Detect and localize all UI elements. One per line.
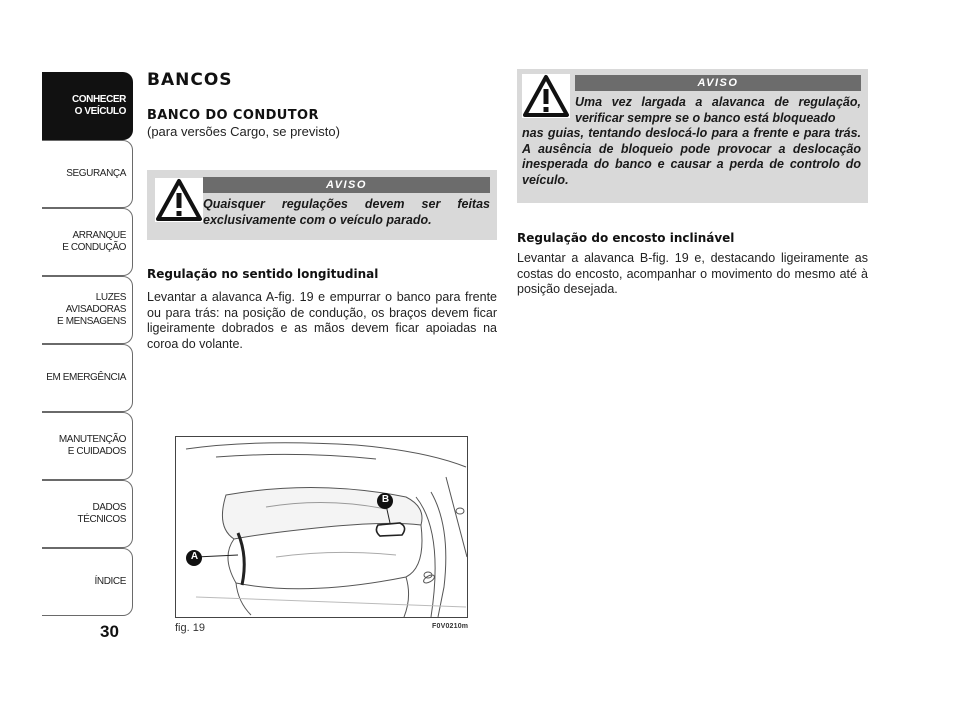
tab-dados-tecnicos[interactable] — [42, 480, 133, 548]
warning-text-lead: Uma vez largada a alavanca de regulação, verificar sempre se o banco está bloqueado — [575, 95, 861, 125]
subsection-heading: Regulação do encosto inclinável — [517, 231, 735, 245]
tab-label: CONHECER — [71, 94, 126, 105]
tab-label: EM EMERGÊNCIA — [46, 372, 126, 383]
tab-conhecer-o-veiculo[interactable] — [42, 72, 133, 140]
warning-label: AVISO — [203, 177, 490, 193]
tab-em-emergencia[interactable] — [42, 344, 133, 412]
callout-a: A — [190, 551, 199, 562]
tab-arranque-e-conducao[interactable] — [42, 208, 133, 276]
warning-triangle-icon — [155, 178, 203, 222]
tab-label: LUZES AVISADORAS — [65, 292, 126, 315]
tab-label: E CUIDADOS — [67, 446, 126, 457]
tab-indice[interactable] — [42, 548, 133, 616]
body-paragraph: Levantar a alavanca A-fig. 19 e empurrar o banco para frente ou para trás: na posição de condução, os braços devem ficar ligeiramente dobrados e as mãos devem ficar apoiadas na coroa do volante. — [147, 290, 497, 351]
seat-illustration — [176, 437, 467, 617]
figure-caption: fig. 19 — [175, 622, 205, 634]
warning-box — [147, 170, 497, 240]
warning-text-rest: nas guias, tentando deslocá-lo para a frente e para trás. A ausência de bloqueio pode provocar a deslocação inesperada do banco e causar a perda de controlo do veículo. — [522, 126, 861, 187]
tab-manutencao-e-cuidados[interactable] — [42, 412, 133, 480]
figure-code: F0V0210m — [432, 623, 469, 630]
warning-triangle-icon — [522, 74, 570, 118]
section-heading: BANCO DO CONDUTOR — [147, 108, 319, 123]
tab-label: MANUTENÇÃO — [58, 434, 126, 445]
seat-figure — [175, 436, 468, 618]
body-paragraph: Levantar a alavanca B-fig. 19 e, destacando ligeiramente as costas do encosto, acompanhar o movimento do mesmo até à posição desejada. — [517, 251, 868, 296]
callout-b: B — [381, 494, 390, 505]
tab-label: ÍNDICE — [94, 576, 126, 587]
page-number: 30 — [100, 622, 119, 641]
tab-label: SEGURANÇA — [66, 168, 126, 179]
warning-text: Quaisquer regulações devem ser feitas exclusivamente com o veículo parado. — [203, 197, 490, 227]
tab-luzes-avisadoras[interactable] — [42, 276, 133, 344]
warning-box-right — [517, 69, 868, 203]
subsection-heading: Regulação no sentido longitudinal — [147, 267, 379, 281]
tab-label: O VEÍCULO — [74, 106, 126, 117]
tab-seguranca[interactable] — [42, 140, 133, 208]
tab-label: ARRANQUE — [72, 230, 126, 241]
page-title: BANCOS — [147, 70, 233, 90]
tab-label: E CONDUÇÃO — [62, 242, 126, 253]
section-note: (para versões Cargo, se previsto) — [147, 124, 340, 139]
tab-label: DADOS TÉCNICOS — [77, 502, 126, 525]
tab-label: E MENSAGENS — [57, 316, 126, 327]
warning-label: AVISO — [575, 75, 861, 91]
